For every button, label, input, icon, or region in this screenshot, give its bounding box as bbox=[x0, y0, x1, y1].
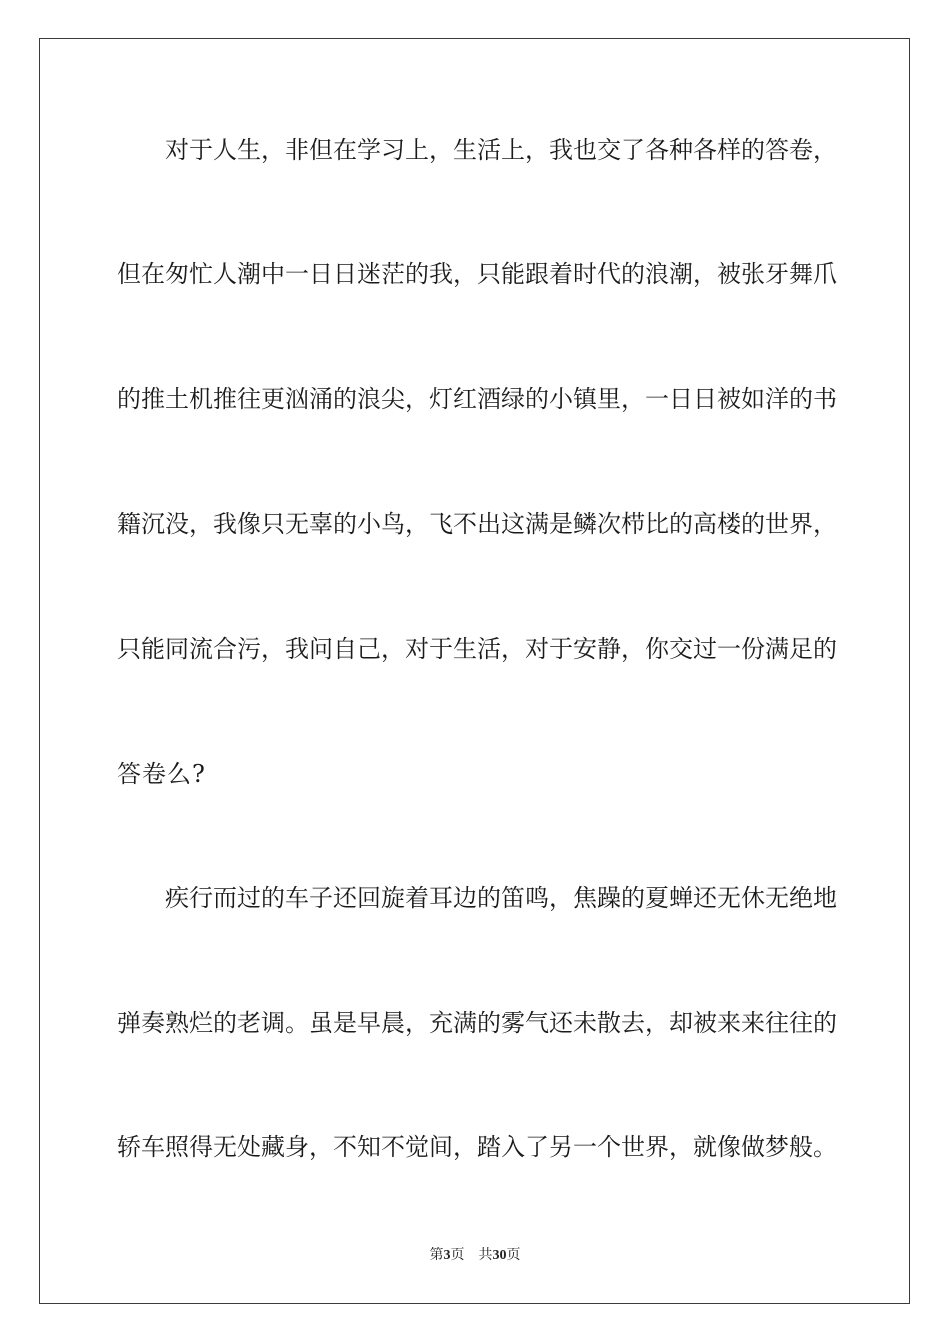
page-prefix: 第 bbox=[429, 1247, 444, 1263]
paragraph-2-line-2: 弹奏熟烂的老调。虽是早晨，充满的雾气还未散去，却被来来往往的 bbox=[117, 1009, 837, 1037]
paragraph-2-line-3: 轿车照得无处藏身，不知不觉间，踏入了另一个世界，就像做梦般。 bbox=[117, 1133, 837, 1161]
paragraph-1-line-5: 只能同流合污，我问自己，对于生活，对于安静，你交过一份满足的 bbox=[117, 635, 837, 663]
page-border bbox=[39, 38, 910, 1304]
paragraph-1-line-1: 对于人生，非但在学习上，生活上，我也交了各种各样的答卷， bbox=[165, 136, 837, 164]
paragraph-1-line-3: 的推土机推往更汹涌的浪尖，灯红酒绿的小镇里，一日日被如洋的书 bbox=[117, 385, 837, 413]
page-suffix: 页 bbox=[450, 1247, 465, 1263]
page-footer bbox=[0, 1246, 950, 1265]
paragraph-2-line-1: 疾行而过的车子还回旋着耳边的笛鸣，焦躁的夏蝉还无休无绝地 bbox=[165, 884, 837, 912]
total-suffix: 页 bbox=[506, 1247, 521, 1263]
total-prefix: 共 bbox=[478, 1247, 493, 1263]
paragraph-1-line-2: 但在匆忙人潮中一日日迷茫的我，只能跟着时代的浪潮，被张牙舞爪 bbox=[117, 260, 837, 288]
paragraph-1-line-4: 籍沉没，我像只无辜的小鸟，飞不出这满是鳞次栉比的高楼的世界， bbox=[117, 510, 837, 538]
paragraph-1-line-6: 答卷么? bbox=[117, 760, 206, 788]
page-number: 3 bbox=[443, 1248, 451, 1263]
total-pages: 30 bbox=[492, 1248, 507, 1263]
